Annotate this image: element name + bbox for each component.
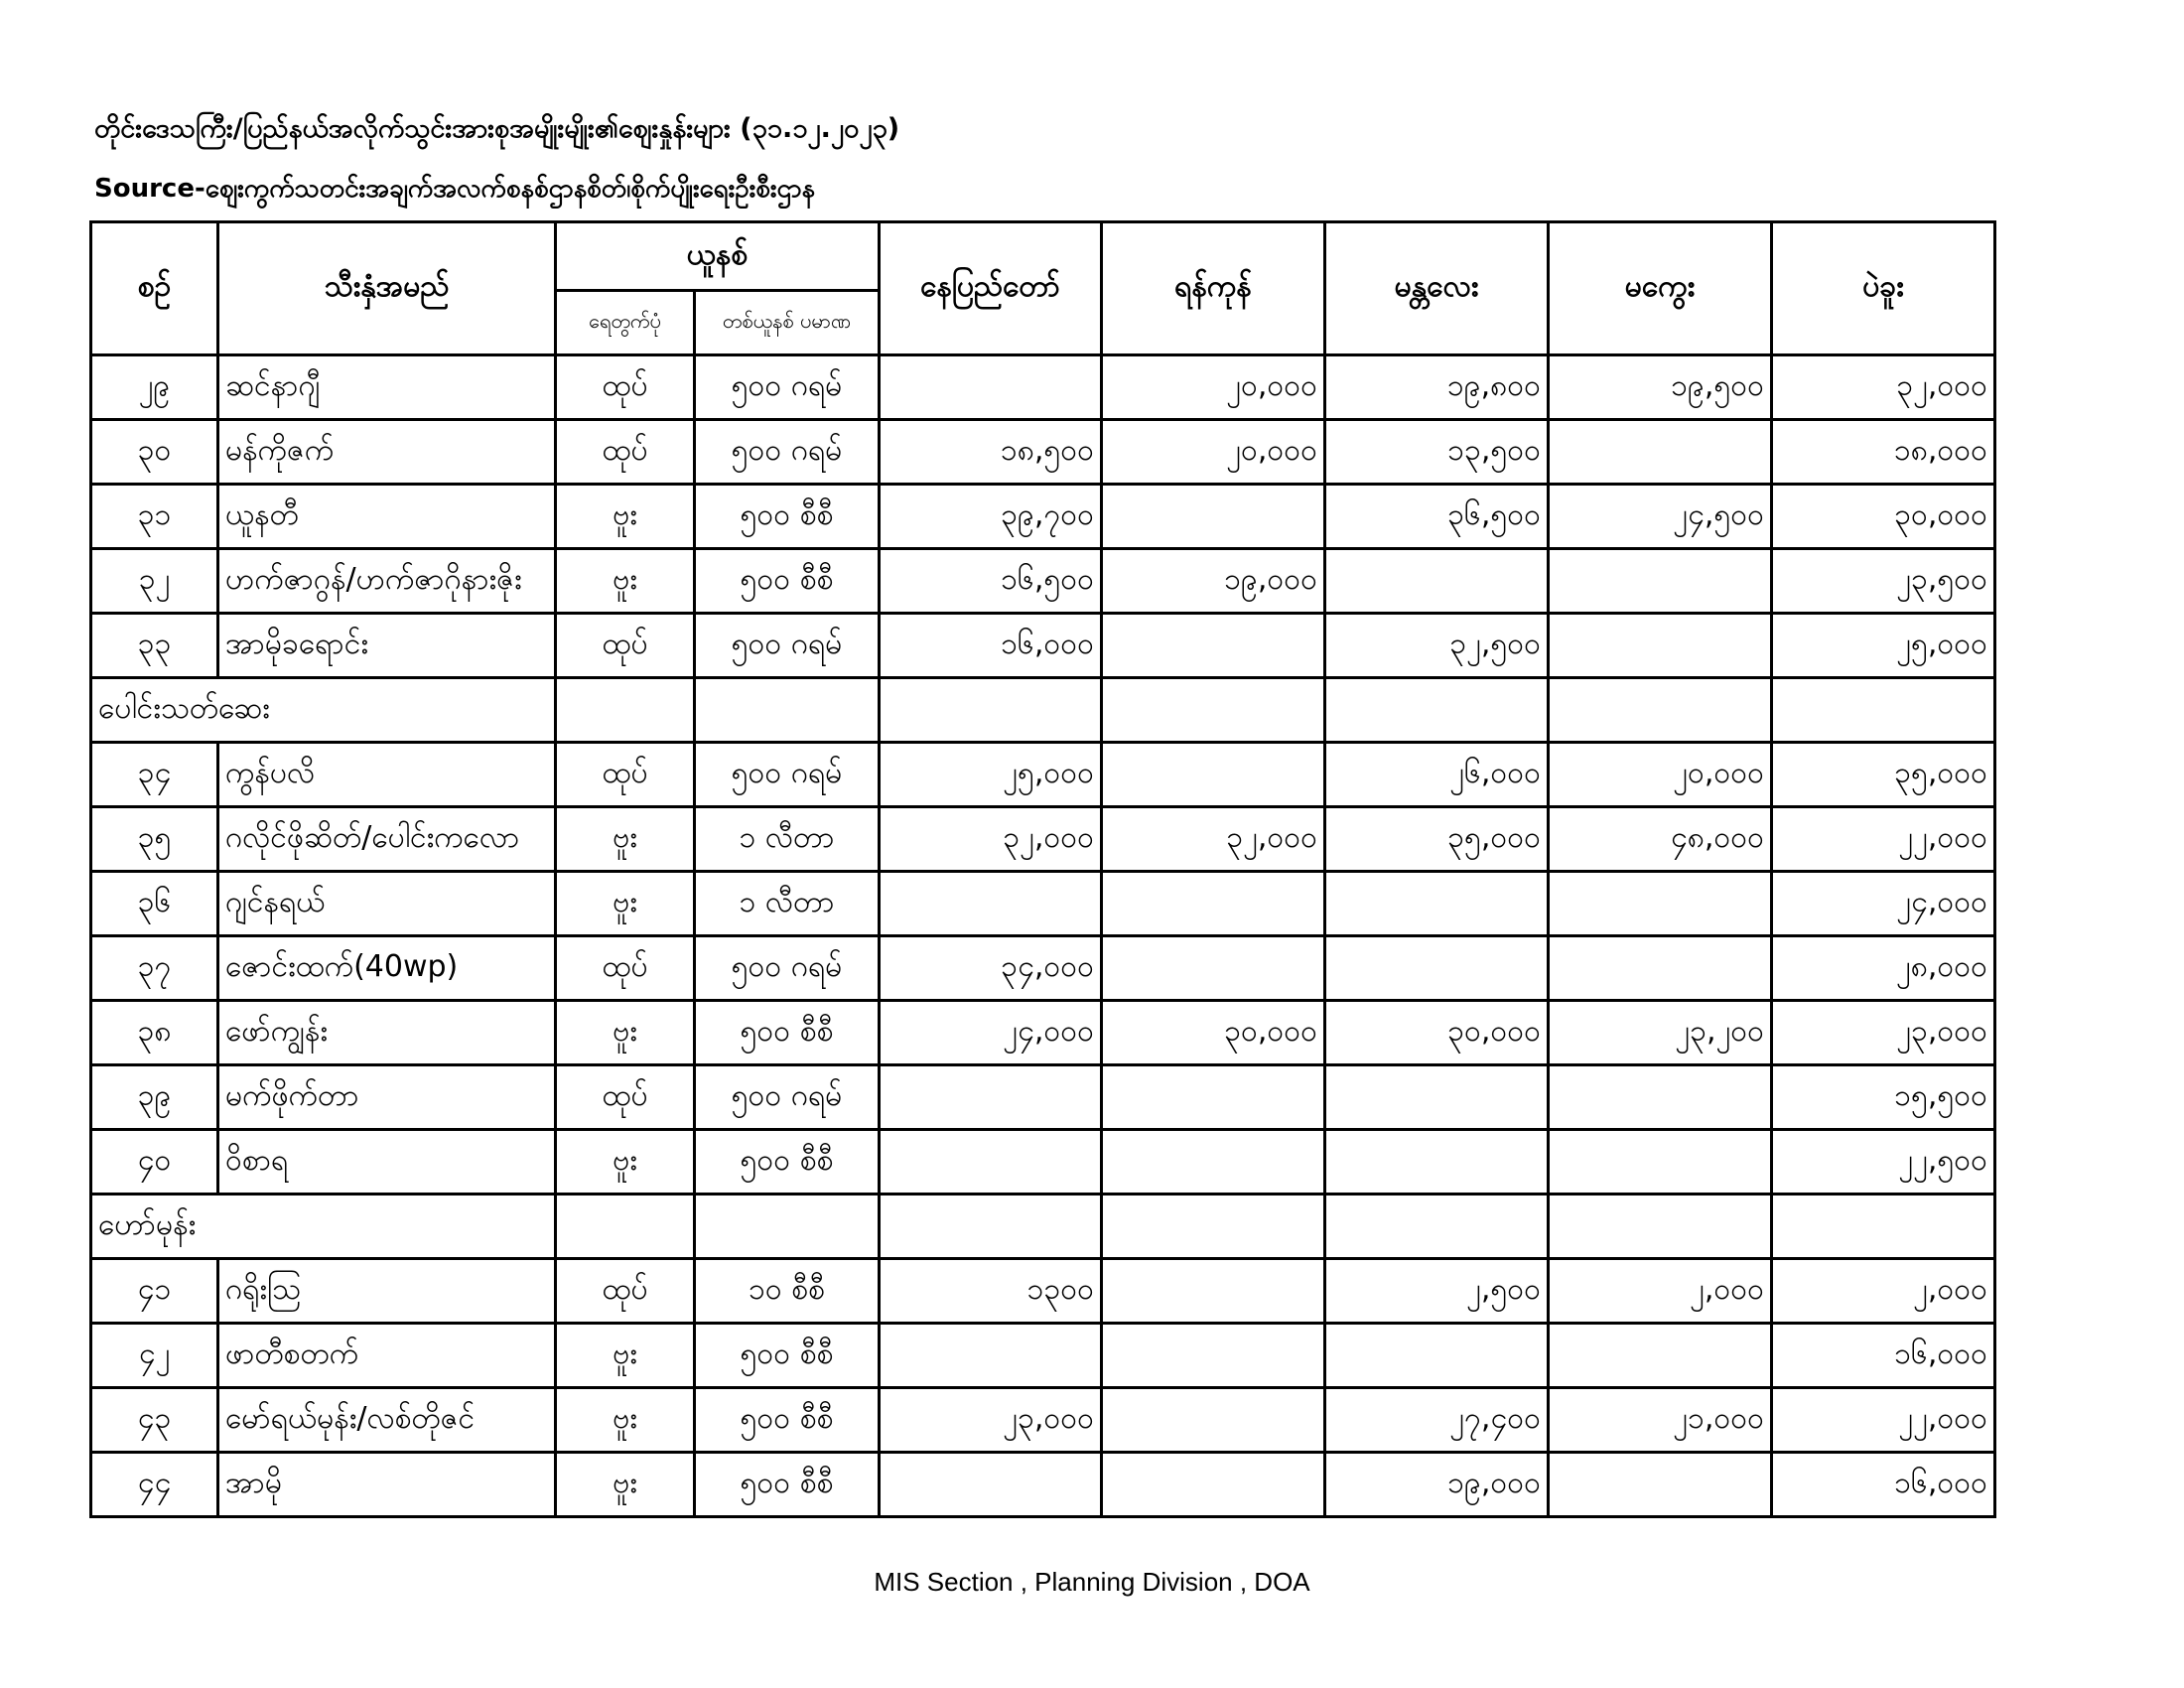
unit-size: ၅၀၀ ဂရမ် xyxy=(695,743,880,807)
crop-name: ကွန်ပလိ xyxy=(218,743,556,807)
price-cell: ၁၉,၀၀၀ xyxy=(1102,549,1325,614)
price-cell: ၂၀,၀၀၀ xyxy=(1102,420,1325,485)
price-cell xyxy=(880,872,1102,936)
price-cell: ၂,၀၀၀ xyxy=(1772,1259,1995,1324)
crop-name: ဂျင်နရယ် xyxy=(218,872,556,936)
price-cell xyxy=(1549,549,1772,614)
price-cell xyxy=(1549,420,1772,485)
header-unit-group: ယူနစ် xyxy=(556,222,880,291)
price-cell xyxy=(1549,1065,1772,1130)
price-cell: ၃၆,၅၀၀ xyxy=(1325,485,1549,549)
row-number: ၃၇ xyxy=(91,936,218,1001)
price-cell: ၃၀,၀၀၀ xyxy=(1772,485,1995,549)
price-cell: ၂၃,၀၀၀ xyxy=(880,1388,1102,1453)
price-cell: ၂၀,၀၀၀ xyxy=(1102,355,1325,420)
package-type: ဗူး xyxy=(556,1324,695,1388)
crop-name: ဝိစာရ xyxy=(218,1130,556,1195)
header-no: စဉ် xyxy=(91,222,218,355)
price-cell: ၁၆,၀၀၀ xyxy=(880,614,1102,678)
crop-name: ဖော်ကျွန်း xyxy=(218,1001,556,1065)
price-cell xyxy=(1325,1130,1549,1195)
package-type: ဗူး xyxy=(556,1388,695,1453)
price-cell: ၁၃၀၀ xyxy=(880,1259,1102,1324)
unit-size: ၁ လီတာ xyxy=(695,807,880,872)
price-cell: ၁၆,၀၀၀ xyxy=(1772,1324,1995,1388)
row-number: ၂၉ xyxy=(91,355,218,420)
unit-size: ၅၀၀ ဂရမ် xyxy=(695,614,880,678)
price-cell: ၂၃,၂၀၀ xyxy=(1549,1001,1772,1065)
price-cell: ၂၈,၀၀၀ xyxy=(1772,936,1995,1001)
price-cell: ၁၉,၀၀၀ xyxy=(1325,1453,1549,1517)
unit-size: ၅၀၀ စီစီ xyxy=(695,1453,880,1517)
row-number: ၃၈ xyxy=(91,1001,218,1065)
price-cell xyxy=(1102,872,1325,936)
unit-size: ၅၀၀ စီစီ xyxy=(695,485,880,549)
header-crop-name: သီးနှံအမည် xyxy=(218,222,556,355)
crop-name: ဂလိုင်ဖိုဆိတ်/ပေါင်းကလော xyxy=(218,807,556,872)
table-row xyxy=(91,1324,1995,1388)
package-type: ထုပ် xyxy=(556,355,695,420)
row-number: ၄၀ xyxy=(91,1130,218,1195)
section-row xyxy=(91,678,1995,743)
crop-name: ဇောင်းထက်(40wp) xyxy=(218,936,556,1001)
package-type: ထုပ် xyxy=(556,743,695,807)
row-number: ၃၉ xyxy=(91,1065,218,1130)
unit-size: ၅၀၀ ဂရမ် xyxy=(695,420,880,485)
empty-cell xyxy=(880,1195,1102,1259)
crop-name: ဂရိုးသြ xyxy=(218,1259,556,1324)
unit-size: ၅၀၀ စီစီ xyxy=(695,1324,880,1388)
price-cell xyxy=(1549,1453,1772,1517)
header-region-naypyitaw: နေပြည်တော် xyxy=(880,222,1102,355)
price-cell xyxy=(1102,936,1325,1001)
header-region-yangon: ရန်ကုန် xyxy=(1102,222,1325,355)
price-cell xyxy=(1102,1388,1325,1453)
table-row xyxy=(91,743,1995,807)
price-cell: ၁၈,၀၀၀ xyxy=(1772,420,1995,485)
price-cell: ၁၉,၈၀၀ xyxy=(1325,355,1549,420)
crop-name: မော်ရယ်မုန်း/လစ်တိုဇင် xyxy=(218,1388,556,1453)
section-row xyxy=(91,1195,1995,1259)
price-cell: ၃၉,၇၀၀ xyxy=(880,485,1102,549)
row-number: ၄၄ xyxy=(91,1453,218,1517)
empty-cell xyxy=(1102,678,1325,743)
price-cell: ၁၆,၀၀၀ xyxy=(1772,1453,1995,1517)
package-type: ထုပ် xyxy=(556,936,695,1001)
price-table xyxy=(89,220,1996,1518)
package-type: ထုပ် xyxy=(556,420,695,485)
empty-cell xyxy=(1549,678,1772,743)
table-row xyxy=(91,549,1995,614)
empty-cell xyxy=(695,1195,880,1259)
unit-size: ၅၀၀ စီစီ xyxy=(695,1388,880,1453)
table-header xyxy=(91,222,1995,355)
table-row xyxy=(91,807,1995,872)
price-cell xyxy=(880,1130,1102,1195)
package-type: ထုပ် xyxy=(556,1259,695,1324)
header-region-magway: မကွေး xyxy=(1549,222,1772,355)
price-cell: ၃၂,၀၀၀ xyxy=(880,807,1102,872)
empty-cell xyxy=(1549,1195,1772,1259)
price-cell: ၂၇,၄၀၀ xyxy=(1325,1388,1549,1453)
price-cell xyxy=(1549,1324,1772,1388)
price-cell xyxy=(880,1324,1102,1388)
package-type: ဗူး xyxy=(556,807,695,872)
price-cell: ၃၅,၀၀၀ xyxy=(1772,743,1995,807)
price-cell xyxy=(1325,1065,1549,1130)
unit-size: ၅၀၀ စီစီ xyxy=(695,549,880,614)
price-cell xyxy=(1102,1324,1325,1388)
price-cell xyxy=(1325,936,1549,1001)
price-cell xyxy=(1102,1065,1325,1130)
price-cell xyxy=(1325,549,1549,614)
price-cell xyxy=(1549,872,1772,936)
row-number: ၃၄ xyxy=(91,743,218,807)
package-type: ဗူး xyxy=(556,549,695,614)
price-cell xyxy=(1102,614,1325,678)
row-number: ၃၂ xyxy=(91,549,218,614)
unit-size: ၅၀၀ စီစီ xyxy=(695,1001,880,1065)
crop-name: အာမိုခရောင်း xyxy=(218,614,556,678)
price-cell: ၁၅,၅၀၀ xyxy=(1772,1065,1995,1130)
price-cell: ၂၂,၀၀၀ xyxy=(1772,1388,1995,1453)
price-cell: ၃၂,၀၀၀ xyxy=(1772,355,1995,420)
price-cell: ၂၄,၀၀၀ xyxy=(880,1001,1102,1065)
row-number: ၃၀ xyxy=(91,420,218,485)
table-row xyxy=(91,1453,1995,1517)
unit-size: ၅၀၀ ဂရမ် xyxy=(695,936,880,1001)
price-cell xyxy=(1325,872,1549,936)
package-type: ထုပ် xyxy=(556,614,695,678)
header-package: ရေတွက်ပုံ xyxy=(556,291,695,355)
price-cell: ၂၂,၅၀၀ xyxy=(1772,1130,1995,1195)
crop-name: ဆင်နာဂျီ xyxy=(218,355,556,420)
price-cell: ၃၂,၀၀၀ xyxy=(1102,807,1325,872)
price-cell: ၁၆,၅၀၀ xyxy=(880,549,1102,614)
price-cell xyxy=(1102,743,1325,807)
table-row xyxy=(91,1001,1995,1065)
row-number: ၃၃ xyxy=(91,614,218,678)
row-number: ၄၁ xyxy=(91,1259,218,1324)
price-cell: ၂၃,၅၀၀ xyxy=(1772,549,1995,614)
empty-cell xyxy=(880,678,1102,743)
package-type: ဗူး xyxy=(556,485,695,549)
section-label: ပေါင်းသတ်ဆေး xyxy=(91,678,556,743)
table-body xyxy=(91,355,1995,1517)
table-row xyxy=(91,355,1995,420)
crop-name: ယူနတီ xyxy=(218,485,556,549)
crop-name: ဟက်ဇာဂွန်/ဟက်ဇာဂိုနားဇိုး xyxy=(218,549,556,614)
table-row xyxy=(91,872,1995,936)
empty-cell xyxy=(1325,678,1549,743)
row-number: ၄၃ xyxy=(91,1388,218,1453)
empty-cell xyxy=(556,1195,695,1259)
price-cell: ၂၄,၅၀၀ xyxy=(1549,485,1772,549)
table-row xyxy=(91,614,1995,678)
empty-cell xyxy=(1102,1195,1325,1259)
price-cell xyxy=(1102,1130,1325,1195)
price-cell: ၂၂,၀၀၀ xyxy=(1772,807,1995,872)
price-cell: ၄၈,၀၀၀ xyxy=(1549,807,1772,872)
table-row xyxy=(91,1388,1995,1453)
price-cell xyxy=(1102,1259,1325,1324)
footer-text: MIS Section , Planning Division , DOA xyxy=(874,1567,1310,1597)
unit-size: ၅၀၀ ဂရမ် xyxy=(695,355,880,420)
empty-cell xyxy=(1772,1195,1995,1259)
price-cell xyxy=(1102,1453,1325,1517)
price-cell: ၂၀,၀၀၀ xyxy=(1549,743,1772,807)
price-cell: ၂၅,၀၀၀ xyxy=(880,743,1102,807)
price-cell xyxy=(880,355,1102,420)
price-cell: ၂၁,၀၀၀ xyxy=(1549,1388,1772,1453)
price-cell: ၂၅,၀၀၀ xyxy=(1772,614,1995,678)
price-cell: ၃၅,၀၀၀ xyxy=(1325,807,1549,872)
price-cell xyxy=(1549,614,1772,678)
price-cell xyxy=(1325,1324,1549,1388)
price-cell xyxy=(880,1453,1102,1517)
empty-cell xyxy=(556,678,695,743)
section-label: ဟော်မုန်း xyxy=(91,1195,556,1259)
price-cell: ၂၃,၀၀၀ xyxy=(1772,1001,1995,1065)
price-cell: ၁၉,၅၀၀ xyxy=(1549,355,1772,420)
package-type: ဗူး xyxy=(556,1001,695,1065)
price-cell: ၃၀,၀၀၀ xyxy=(1325,1001,1549,1065)
package-type: ထုပ် xyxy=(556,1065,695,1130)
price-cell: ၃၄,၀၀၀ xyxy=(880,936,1102,1001)
price-cell: ၂၆,၀၀၀ xyxy=(1325,743,1549,807)
crop-name: အာမို xyxy=(218,1453,556,1517)
table-row xyxy=(91,420,1995,485)
price-cell xyxy=(1549,936,1772,1001)
row-number: ၃၅ xyxy=(91,807,218,872)
price-cell: ၁၃,၅၀၀ xyxy=(1325,420,1549,485)
empty-cell xyxy=(695,678,880,743)
header-region-mandalay: မန္တလေး xyxy=(1325,222,1549,355)
row-number: ၃၆ xyxy=(91,872,218,936)
table-row xyxy=(91,1130,1995,1195)
price-cell: ၃၂,၅၀၀ xyxy=(1325,614,1549,678)
header-region-bago: ပဲခူး xyxy=(1772,222,1995,355)
header-unit-size: တစ်ယူနစ် ပမာဏ xyxy=(695,291,880,355)
package-type: ဗူး xyxy=(556,872,695,936)
package-type: ဗူး xyxy=(556,1130,695,1195)
unit-size: ၁၀ စီစီ xyxy=(695,1259,880,1324)
table-row xyxy=(91,936,1995,1001)
table-row xyxy=(91,1065,1995,1130)
crop-name: မက်ဖိုက်တာ xyxy=(218,1065,556,1130)
table-row xyxy=(91,485,1995,549)
page-title: တိုင်းဒေသကြီး/ပြည်နယ်အလိုက်သွင်းအားစုအမျိုးမျိုး၏ဈေးနှုန်းများ (၃၁.၁၂.၂၀၂၃) xyxy=(94,113,900,144)
crop-name: မန်ကိုဇက် xyxy=(218,420,556,485)
source-line: Source-ဈေးကွက်သတင်းအချက်အလက်စနစ်ဌာနစိတ်၊စိုက်ပျိုးရေးဦးစီးဌာန xyxy=(94,174,816,204)
empty-cell xyxy=(1772,678,1995,743)
price-cell: ၂၄,၀၀၀ xyxy=(1772,872,1995,936)
row-number: ၄၂ xyxy=(91,1324,218,1388)
price-cell: ၂,၀၀၀ xyxy=(1549,1259,1772,1324)
row-number: ၃၁ xyxy=(91,485,218,549)
unit-size: ၅၀၀ ဂရမ် xyxy=(695,1065,880,1130)
table-row xyxy=(91,1259,1995,1324)
price-cell xyxy=(1102,485,1325,549)
price-cell: ၁၈,၅၀၀ xyxy=(880,420,1102,485)
empty-cell xyxy=(1325,1195,1549,1259)
unit-size: ၁ လီတာ xyxy=(695,872,880,936)
price-cell xyxy=(880,1065,1102,1130)
package-type: ဗူး xyxy=(556,1453,695,1517)
price-cell xyxy=(1549,1130,1772,1195)
unit-size: ၅၀၀ စီစီ xyxy=(695,1130,880,1195)
price-cell: ၃၀,၀၀၀ xyxy=(1102,1001,1325,1065)
crop-name: ဖာတီစတက် xyxy=(218,1324,556,1388)
price-cell: ၂,၅၀၀ xyxy=(1325,1259,1549,1324)
